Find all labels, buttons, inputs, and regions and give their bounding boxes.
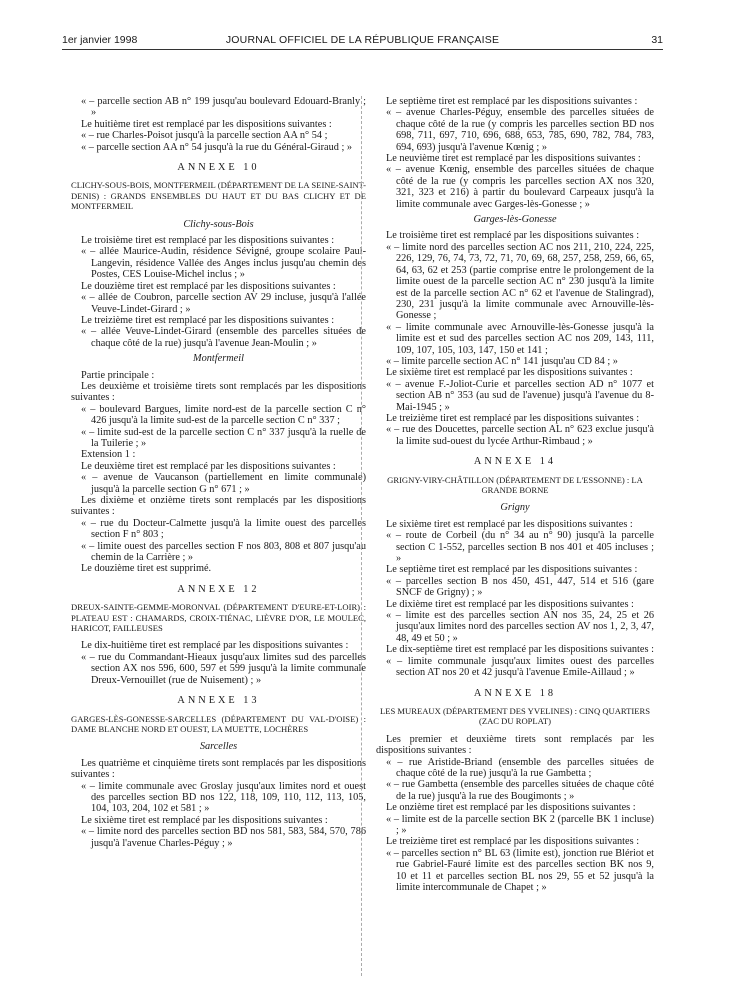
paragraph: Le dixième tiret est remplacé par les dispositions suivantes : — [386, 598, 634, 610]
list-item: « – limite est des parcelles section AN nos 35, 24, 25 et 26 jusqu'aux limites nord des parcelles section AV nos 1, 2, 3, 47, 48, 49 et 50 ; » — [386, 610, 654, 644]
paragraph: Extension 1 : — [81, 449, 136, 461]
subheading: Clichy-sous-Bois — [183, 218, 254, 230]
paragraph: Le douzième tiret est supprimé. — [81, 563, 212, 575]
list-item: « – avenue F.-Joliot-Curie et parcelles section AD n° 1077 et section AB n° 353 (au sud de l'avenue) jusqu'à l'avenue du 8-Mai-1945 ; » — [386, 378, 654, 413]
paragraph: Le treizième tiret est remplacé par les dispositions suivantes : — [386, 412, 640, 424]
list-item: « – route de Corbeil (du n° 34 au n° 90) jusqu'à la parcelle section C 1-552, parcelles section B nos 401 et 405 incluses ; » — [386, 530, 654, 565]
list-item: « – limite sud-est de la parcelle section C n° 337 jusqu'à la ruelle de la Tuilerie ; » — [81, 426, 366, 449]
list-item: « – parcelles section B nos 450, 451, 447, 514 et 516 (gare SNCF de Grigny) ; » — [386, 575, 654, 599]
list-item: « – limite communale jusqu'aux limites ouest des parcelles section AT nos 20 et 42 jusqu'à l'avenue Emile-Aillaud ; » — [386, 655, 654, 679]
list-item: « – limite ouest des parcelles section F nos 803, 808 et 807 jusqu'au chemin de la Carrière ; » — [81, 540, 366, 564]
paragraph: Les deuxième et troisième tirets sont remplacés par les dispositions suivantes : — [71, 380, 366, 404]
paragraph: Le septième tiret est remplacé par les dispositions suivantes : — [386, 564, 638, 576]
paragraph: Le troisième tiret est remplacé par les dispositions suivantes : — [81, 235, 335, 247]
list-item: « – limite nord des parcelles section BD nos 581, 583, 584, 570, 786 jusqu'à l'avenue Charles-Péguy ; » — [81, 826, 366, 849]
paragraph: Le onzième tiret est remplacé par les dispositions suivantes : — [386, 802, 636, 814]
annex-title: GRIGNY-VIRY-CHÂTILLON (DÉPARTEMENT DE L'ESSONNE) : LA GRANDE BORNE — [387, 474, 643, 495]
list-item: « – boulevard Bargues, limite nord-est de la parcelle section C n° 426 jusqu'à la limite sud-est de la parcelle section C n° 337 ; — [81, 403, 366, 427]
paragraph: Le sixième tiret est remplacé par les dispositions suivantes : — [386, 367, 633, 379]
list-item: « – parcelles section n° BL 63 (limite est), jonction rue Blériot et rue Gabriel-Fauré limite est des parcelles section BK nos 9, 10 et 11 et parcelles section BL nos 29, 55 et 52 jusqu'à la limite intercommunale de Chapet ; » — [386, 847, 654, 893]
paragraph: Le dix-septième tiret est remplacé par les dispositions suivantes : — [386, 644, 654, 656]
annex-heading: ANNEXE 10 — [177, 162, 260, 174]
list-item: « – parcelle section AA n° 54 jusqu'à la rue du Général-Giraud ; » — [81, 141, 353, 153]
list-item: « – avenue de Vaucanson (partiellement en limite communale) jusqu'à la parcelle section G n° 671 ; » — [81, 472, 366, 495]
list-item: « – avenue Charles-Péguy, ensemble des parcelles situées de chaque côté de la rue (y compris les parcelles section BD nos 698, 711, 697, 710, 696, 688, 653, 785, 690, 782, 784, 783, 694, 693) jusqu'à l'avenue Kœnig ; » — [386, 107, 654, 153]
list-item: « – allée de Coubron, parcelle section AV 29 incluse, jusqu'à l'allée Veuve-Lindet-Girard ; » — [81, 292, 366, 315]
paragraph: Le huitième tiret est remplacé par les dispositions suivantes : — [81, 118, 332, 130]
annex-heading: ANNEXE 18 — [473, 687, 557, 699]
header-title: JOURNAL OFFICIEL DE LA RÉPUBLIQUE FRANÇAISE — [225, 34, 500, 46]
paragraph: Le sixième tiret est remplacé par les dispositions suivantes : — [386, 518, 633, 530]
paragraph: Le septième tiret est remplacé par les dispositions suivantes : — [386, 96, 638, 107]
list-item: « – rue Charles-Poisot jusqu'à la parcelle section AA n° 54 ; — [81, 130, 328, 142]
list-item: « – limite communale avec Arnouville-lès-Gonesse jusqu'à la limite est et sud des parcelles section AC nos 209, 143, 111, 109, 107, 105, 103, 147, 150 et 141 ; — [386, 321, 654, 356]
annex-title: CLICHY-SOUS-BOIS, MONTFERMEIL (DÉPARTEMENT DE LA SEINE-SAINT-DENIS) : GRANDS ENSEMBLES DU HAUT ET DU BAS CLICHY ET DE MONTFERMEIL — [71, 180, 366, 212]
list-item: « – parcelle section AB n° 199 jusqu'au boulevard Edouard-Branly ; » — [81, 96, 366, 119]
list-item: « – limite nord des parcelles section AC nos 211, 210, 224, 225, 226, 129, 76, 74, 73, 72, 71, 70, 69, 68, 257, 258, 259, 66, 65, 64, 63, 62 et 253 (partie comprise entre le prolongement de la limite ouest de la parcelle section AC n° 230 jusqu'à la limite est de la parcelle section AC n° 62 et l'avenue de Stalingrad), 230, 231 jusqu'à la limite communale avec Arnouville-lès-Gonesse ; — [386, 241, 654, 322]
header-date: 1er janvier 1998 — [62, 34, 138, 46]
annex-title: LES MUREAUX (DÉPARTEMENT DES YVELINES) : CINQ QUARTIERS (ZAC DU ROPLAT) — [379, 705, 651, 727]
paragraph: Le dix-huitième tiret est remplacé par les dispositions suivantes : — [81, 640, 349, 652]
list-item: « – rue du Docteur-Calmette jusqu'à la limite ouest des parcelles section F n° 803 ; — [81, 517, 366, 541]
paragraph: Le douzième tiret est remplacé par les dispositions suivantes : — [81, 280, 336, 292]
annex-title: DREUX-SAINTE-GEMME-MORONVAL (DÉPARTEMENT D'EURE-ET-LOIR) : PLATEAU EST : CHAMARDS, CROIX-TIÉNAC, LIÈVRE D'OR, LE MOULEC, HARICOT, FAILLEUSES — [71, 602, 366, 634]
list-item: « – rue des Doucettes, parcelle section AL n° 623 exclue jusqu'à la limite sud-ouest du lycée Arthur-Rimbaud ; » — [386, 424, 654, 447]
paragraph: Le treizième tiret est remplacé par les dispositions suivantes : — [386, 836, 640, 848]
paragraph: Les dixième et onzième tirets sont remplacés par les dispositions suivantes : — [71, 495, 366, 518]
annex-title: GARGES-LÈS-GONESSE-SARCELLES (DÉPARTEMENT DU VAL-D'OISE) : DAME BLANCHE NORD ET OUEST, LA MUETTE, LOCHÈRES — [71, 713, 366, 734]
annex-heading: ANNEXE 13 — [177, 695, 260, 707]
list-item: « – avenue Kœnig, ensemble des parcelles situées de chaque côté de la rue (y compris les parcelles section AX nos 320, 321, 323 et 216) à partir du boulevard Carpeaux jusqu'à la limite communale avec Garges-lès-Gonesse ; » — [386, 164, 654, 210]
paragraph: Le deuxième tiret est remplacé par les dispositions suivantes : — [81, 460, 336, 472]
paragraph: Les quatrième et cinquième tirets sont remplacés par les dispositions suivantes : — [71, 757, 366, 781]
subheading: Grigny — [500, 502, 530, 514]
subheading: Garges-lès-Gonesse — [473, 214, 557, 226]
annex-heading: ANNEXE 14 — [473, 456, 557, 468]
paragraph: Partie principale : — [81, 369, 155, 381]
list-item: « – limite est de la parcelle section BK 2 (parcelle BK 1 incluse) ; » — [386, 813, 654, 836]
left-column — [71, 96, 366, 849]
paragraph: Le neuvième tiret est remplacé par les dispositions suivantes : — [386, 153, 641, 165]
page-number: 31 — [651, 34, 663, 46]
list-item: « – allée Veuve-Lindet-Girard (ensemble des parcelles situées de chaque côté de la rue) jusqu'à l'avenue Jean-Moulin ; » — [81, 326, 366, 349]
annex-heading: ANNEXE 12 — [177, 583, 260, 595]
list-item: « – rue Gambetta (ensemble des parcelles situées de chaque côté de la rue) jusqu'à la rue des Bougimonts ; » — [386, 779, 654, 802]
list-item: « – rue Aristide-Briand (ensemble des parcelles situées de chaque côté de la rue) jusqu'à la rue Gambetta ; — [386, 756, 654, 779]
subheading: Montfermeil — [193, 353, 244, 365]
paragraph: Les premier et deuxième tirets sont remplacés par les dispositions suivantes : — [376, 733, 654, 757]
paragraph: Le treizième tiret est remplacé par les dispositions suivantes : — [81, 314, 335, 326]
running-header — [62, 34, 663, 50]
list-item: « – limite communale avec Groslay jusqu'aux limites nord et ouest des parcelles section BD nos 122, 118, 109, 110, 112, 113, 105, 104, 103, 204, 102 et 581 ; » — [81, 780, 366, 815]
right-column — [376, 96, 654, 893]
list-item: « – allée Maurice-Audin, résidence Sévigné, groupe scolaire Paul-Langevin, résidence Vallée des Anges inclus jusqu'au chemin des Postes, CES Louise-Michel inclus ; » — [81, 246, 366, 281]
column-divider — [361, 96, 363, 976]
list-item: « – limite parcelle section AC n° 141 jusqu'au CD 84 ; » — [386, 355, 618, 367]
paragraph: Le troisième tiret est remplacé par les dispositions suivantes : — [386, 230, 640, 242]
list-item: « – rue du Commandant-Hieaux jusqu'aux limites sud des parcelles section AX nos 596, 600, 597 et 599 jusqu'à la limite communale Dreux-Vernouillet (rue de Nuisement) ; » — [81, 651, 366, 686]
header-rule — [62, 49, 663, 50]
paragraph: Le sixième tiret est remplacé par les dispositions suivantes : — [81, 814, 328, 826]
subheading: Sarcelles — [199, 741, 238, 753]
